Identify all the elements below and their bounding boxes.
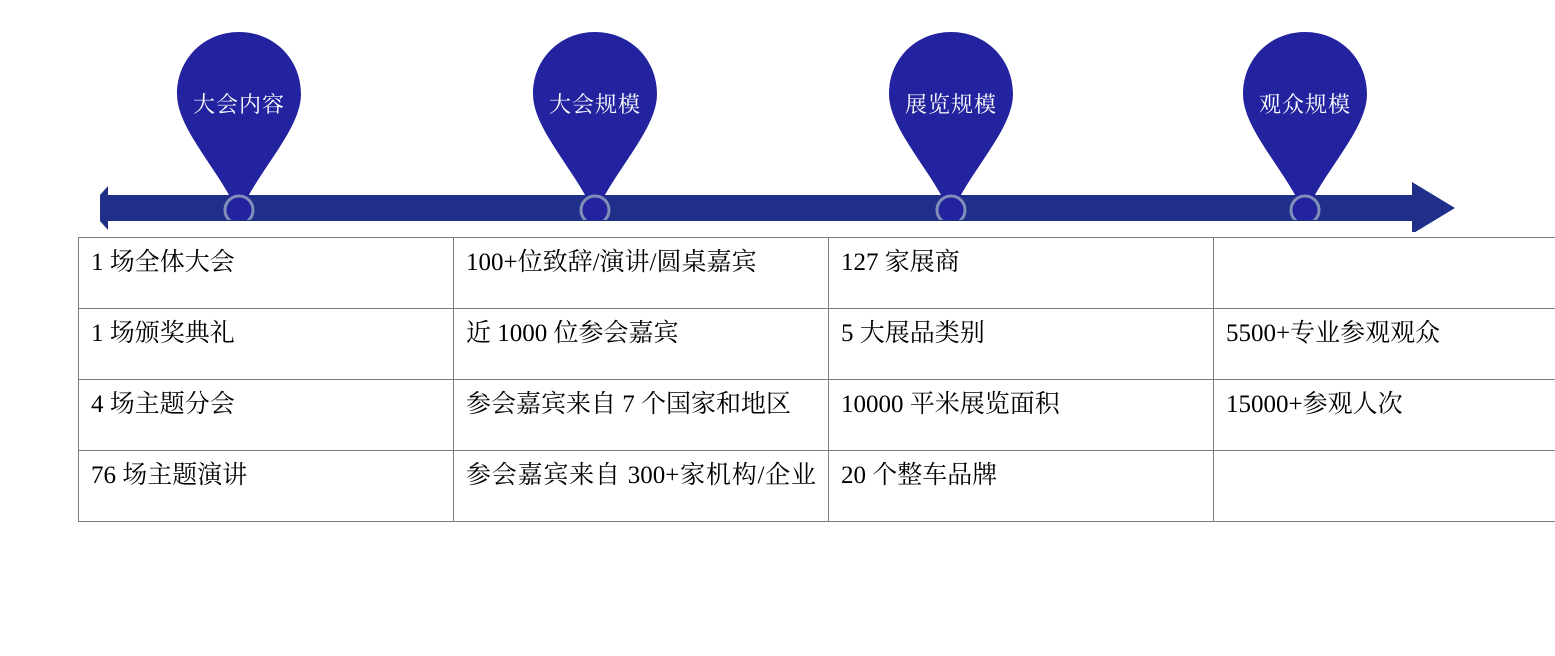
timeline-pin[interactable] <box>529 28 661 208</box>
table-cell: 15000+参观人次 <box>1214 380 1555 451</box>
table-row <box>79 238 1555 309</box>
table-row <box>79 380 1555 451</box>
table-row <box>79 309 1555 380</box>
pin-label: 大会内容 <box>192 92 285 117</box>
table-cell: 4 场主题分会 <box>79 380 454 451</box>
table-cell: 近 1000 位参会嘉宾 <box>454 309 829 380</box>
timeline-section <box>0 0 1555 232</box>
timeline-pin[interactable] <box>173 28 305 208</box>
table-cell <box>1214 451 1555 522</box>
pin-label: 观众规模 <box>1258 92 1351 117</box>
table-cell: 1 场全体大会 <box>79 238 454 309</box>
table-cell: 76 场主题演讲 <box>79 451 454 522</box>
table-cell: 1 场颁奖典礼 <box>79 309 454 380</box>
table-cell: 10000 平米展览面积 <box>829 380 1214 451</box>
map-pin-icon <box>885 28 1017 220</box>
table-cell: 参会嘉宾来自 300+家机构/企业 <box>454 451 829 522</box>
table-cell <box>1214 238 1555 309</box>
timeline-pin[interactable] <box>885 28 1017 208</box>
timeline-pin[interactable] <box>1239 28 1371 208</box>
table-cell: 5500+专业参观观众 <box>1214 309 1555 380</box>
table-cell: 100+位致辞/演讲/圆桌嘉宾 <box>454 238 829 309</box>
table-cell: 20 个整车品牌 <box>829 451 1214 522</box>
stats-table <box>78 237 1555 522</box>
pin-label: 展览规模 <box>904 92 997 117</box>
pin-label: 大会规模 <box>548 92 641 117</box>
table-cell: 5 大展品类别 <box>829 309 1214 380</box>
table-cell: 参会嘉宾来自 7 个国家和地区 <box>454 380 829 451</box>
map-pin-icon <box>529 28 661 220</box>
table-cell: 127 家展商 <box>829 238 1214 309</box>
map-pin-icon <box>173 28 305 220</box>
table-row <box>79 451 1555 522</box>
map-pin-icon <box>1239 28 1371 220</box>
